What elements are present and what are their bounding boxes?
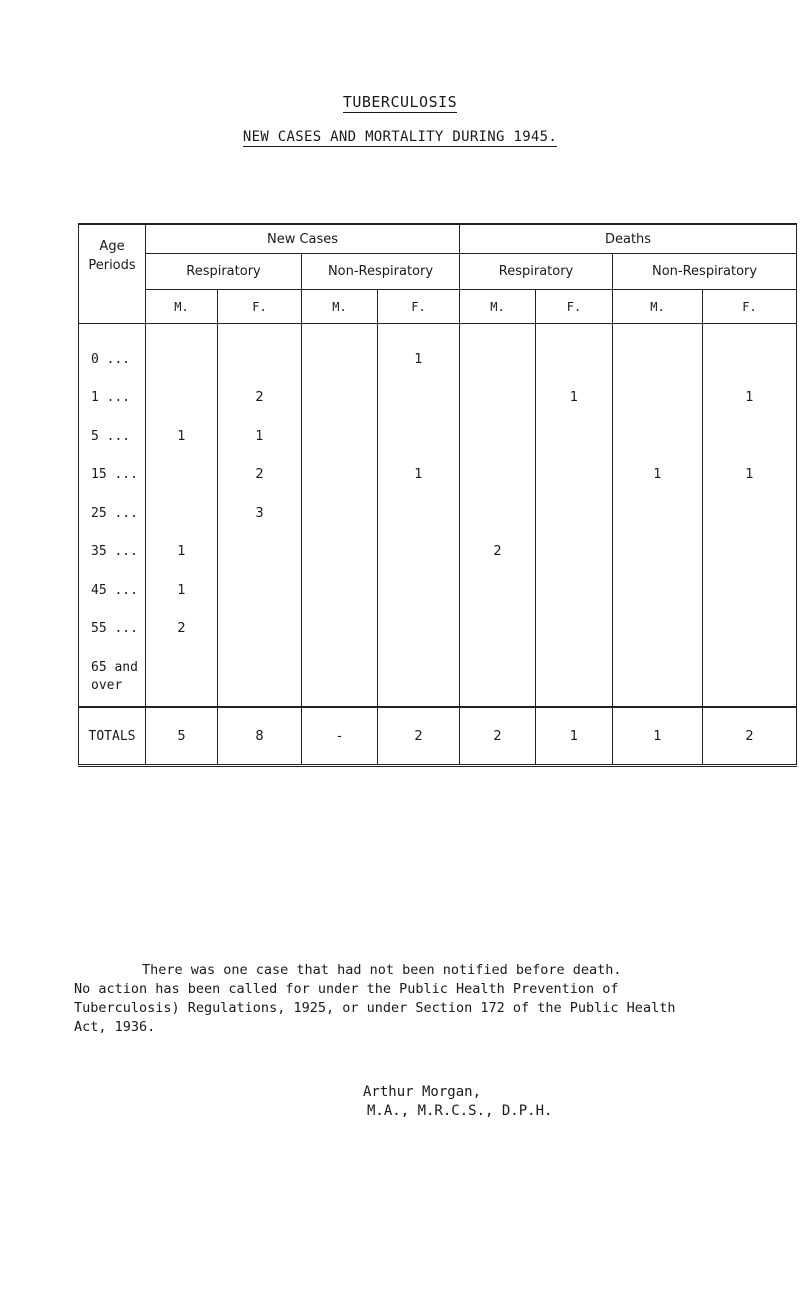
totals-cell: 1 xyxy=(613,707,703,766)
table-cell xyxy=(218,533,302,572)
table-row xyxy=(79,571,797,610)
table-cell xyxy=(460,648,536,707)
table-cell: 1 xyxy=(146,417,218,456)
table-cell xyxy=(703,494,797,533)
totals-cell: 2 xyxy=(378,707,460,766)
totals-cell: 2 xyxy=(703,707,797,766)
deaths-respiratory-header: Respiratory xyxy=(460,254,613,290)
table-row xyxy=(79,324,797,379)
deaths-non-respiratory-header: Non-Respiratory xyxy=(613,254,797,290)
table-cell xyxy=(613,571,703,610)
note-line: No action has been called for under the Public Health Prevention of xyxy=(74,981,619,997)
age-period-cell: 0 ... xyxy=(79,324,146,379)
table-cell xyxy=(536,456,613,495)
table-cell: 1 xyxy=(378,456,460,495)
table-cell xyxy=(460,610,536,649)
sex-header: M. xyxy=(460,290,536,324)
table-cell xyxy=(536,648,613,707)
table-cell: 2 xyxy=(146,610,218,649)
table-cell: 2 xyxy=(218,456,302,495)
table-cell xyxy=(460,417,536,456)
totals-row xyxy=(79,707,797,766)
table-cell xyxy=(536,417,613,456)
table-cell: 1 xyxy=(613,456,703,495)
table-cell xyxy=(146,456,218,495)
page-subtitle: NEW CASES AND MORTALITY DURING 1945. xyxy=(242,129,558,145)
notes-paragraph xyxy=(74,961,774,1037)
table-cell xyxy=(302,494,378,533)
table-row xyxy=(79,533,797,572)
table-cell xyxy=(460,494,536,533)
table-cell xyxy=(218,610,302,649)
table-cell xyxy=(302,324,378,379)
table-cell xyxy=(460,456,536,495)
table-cell: 3 xyxy=(218,494,302,533)
table-cell xyxy=(460,379,536,418)
table-cell: 1 xyxy=(536,379,613,418)
sex-header: F. xyxy=(218,290,302,324)
totals-cell: 8 xyxy=(218,707,302,766)
signatory-name: Arthur Morgan, xyxy=(363,1084,482,1100)
signatory-qualifications: M.A., M.R.C.S., D.P.H. xyxy=(367,1103,553,1119)
table-cell xyxy=(613,533,703,572)
table-cell xyxy=(703,571,797,610)
table-cell xyxy=(703,533,797,572)
table-row xyxy=(79,610,797,649)
totals-label: TOTALS xyxy=(79,707,146,766)
table-cell xyxy=(378,494,460,533)
table-cell xyxy=(613,379,703,418)
table-cell xyxy=(146,324,218,379)
table-cell xyxy=(146,379,218,418)
table-cell: 1 xyxy=(703,456,797,495)
age-period-cell: 15 ... xyxy=(79,456,146,495)
age-period-cell: 1 ... xyxy=(79,379,146,418)
sex-header: F. xyxy=(536,290,613,324)
new-cases-header: New Cases xyxy=(146,224,460,254)
signature-block xyxy=(363,1083,552,1121)
table-row xyxy=(79,494,797,533)
table-cell xyxy=(378,417,460,456)
table-cell xyxy=(218,648,302,707)
table-cell: 2 xyxy=(460,533,536,572)
table-cell xyxy=(302,456,378,495)
totals-cell: - xyxy=(302,707,378,766)
deaths-header: Deaths xyxy=(460,224,797,254)
table-cell: 1 xyxy=(703,379,797,418)
table-row xyxy=(79,456,797,495)
table-cell xyxy=(703,610,797,649)
table-cell xyxy=(146,494,218,533)
table-cell xyxy=(302,571,378,610)
table-cell xyxy=(703,324,797,379)
table-cell xyxy=(378,610,460,649)
table-row xyxy=(79,379,797,418)
table-cell xyxy=(613,610,703,649)
age-period-cell: 35 ... xyxy=(79,533,146,572)
table-row xyxy=(79,417,797,456)
sex-header: M. xyxy=(613,290,703,324)
note-line: Tuberculosis) Regulations, 1925, or under Section 172 of the Public Health xyxy=(74,1000,676,1016)
table-cell: 1 xyxy=(378,324,460,379)
table-cell: 1 xyxy=(146,571,218,610)
age-period-cell: 25 ... xyxy=(79,494,146,533)
totals-cell: 5 xyxy=(146,707,218,766)
new-respiratory-header: Respiratory xyxy=(146,254,302,290)
table-cell xyxy=(218,324,302,379)
age-period-cell: 65 and over xyxy=(79,648,146,707)
age-period-cell: 45 ... xyxy=(79,571,146,610)
table-cell xyxy=(536,533,613,572)
table-cell xyxy=(302,648,378,707)
totals-cell: 1 xyxy=(536,707,613,766)
table-cell xyxy=(536,324,613,379)
age-period-cell: 5 ... xyxy=(79,417,146,456)
table-cell: 1 xyxy=(146,533,218,572)
sex-header: F. xyxy=(703,290,797,324)
table-cell xyxy=(460,324,536,379)
table-cell xyxy=(536,571,613,610)
table-cell xyxy=(302,379,378,418)
table-cell xyxy=(218,571,302,610)
note-line: There was one case that had not been notified before death. xyxy=(142,962,622,978)
table-cell xyxy=(302,610,378,649)
new-non-respiratory-header: Non-Respiratory xyxy=(302,254,460,290)
table-cell xyxy=(378,571,460,610)
totals-cell: 2 xyxy=(460,707,536,766)
table-cell xyxy=(378,533,460,572)
table-cell xyxy=(703,417,797,456)
note-line: Act, 1936. xyxy=(74,1019,156,1035)
table-cell xyxy=(536,494,613,533)
table-cell xyxy=(613,494,703,533)
table-cell xyxy=(302,417,378,456)
age-period-cell: 55 ... xyxy=(79,610,146,649)
table-cell xyxy=(378,648,460,707)
table-row xyxy=(79,648,797,707)
table-cell xyxy=(460,571,536,610)
table-cell: 1 xyxy=(218,417,302,456)
table-cell: 2 xyxy=(218,379,302,418)
page-title: TUBERCULOSIS xyxy=(342,93,458,111)
table-cell xyxy=(146,648,218,707)
table-cell xyxy=(302,533,378,572)
sex-header: F. xyxy=(378,290,460,324)
sex-header: M. xyxy=(302,290,378,324)
table-cell xyxy=(536,610,613,649)
table-cell xyxy=(703,648,797,707)
sex-header: M. xyxy=(146,290,218,324)
table-cell xyxy=(378,379,460,418)
table-cell xyxy=(613,648,703,707)
age-periods-header: Age Periods xyxy=(79,224,146,324)
tuberculosis-table xyxy=(78,223,797,767)
table-cell xyxy=(613,324,703,379)
table-cell xyxy=(613,417,703,456)
